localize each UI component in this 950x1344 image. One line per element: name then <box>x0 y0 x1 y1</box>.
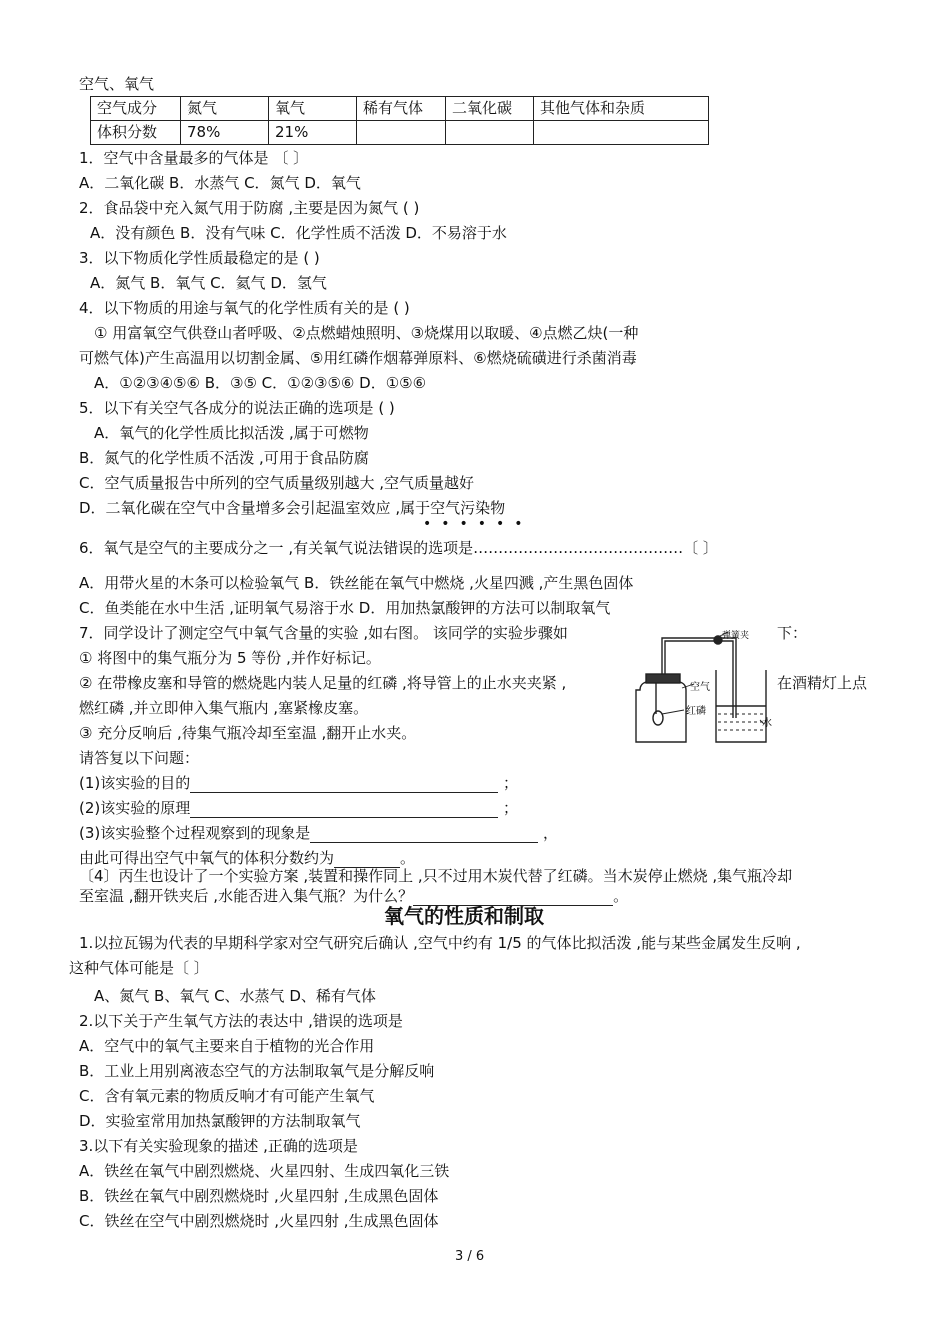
answer-line-2 <box>79 798 518 818</box>
table-row <box>91 97 709 121</box>
table-cell: 稀有气体 <box>357 97 446 121</box>
answer-blank[interactable] <box>310 824 538 843</box>
table-cell: 体积分数 <box>91 121 181 145</box>
option-line: A．二氧化碳 B．水蒸气 C．氮气 D．氧气 <box>79 174 361 192</box>
answer-label: (2)该实验的原理 <box>79 799 191 817</box>
page-number: 3 / 6 <box>455 1249 485 1264</box>
option-line: A．①②③④⑤⑥ B．③⑤ C．①②③⑤⑥ D．①⑤⑥ <box>94 374 427 392</box>
question-line: ① 用富氧空气供登山者呼吸、②点燃蜡烛照明、③烧煤用以取暖、④点燃乙炔(一种 <box>94 324 639 342</box>
table-cell: 二氧化碳 <box>446 97 534 121</box>
question-line: 3.以下有关实验现象的描述 ,正确的选项是 <box>79 1137 358 1155</box>
question-line: 4．以下物质的用途与氧气的化学性质有关的是 ( ) <box>79 299 410 317</box>
option-line: A．空气中的氧气主要来自于植物的光合作用 <box>79 1037 375 1055</box>
option-line: A．铁丝在氧气中剧烈燃烧、火星四射、生成四氧化三铁 <box>79 1162 450 1180</box>
answer-line-4 <box>79 848 415 868</box>
question-line: 可燃气体)产生高温用以切割金属、⑤用红磷作烟幕弹原料、⑥燃烧硫磺进行杀菌消毒 <box>79 349 637 367</box>
option-line: D．二氧化碳在空气中含量增多会引起温室效应 ,属于空气污染物 <box>79 499 506 517</box>
table-cell: 21% <box>269 121 357 145</box>
step-line: ② 在带橡皮塞和导管的燃烧匙内装人足量的红磷 ,将导管上的止水夹夹紧 , <box>79 674 567 692</box>
answer-line-3 <box>79 823 558 843</box>
section-title: 空气、氧气 <box>79 75 155 93</box>
figure-label-water: 水 <box>762 718 772 729</box>
table-cell <box>446 121 534 145</box>
option-line: B．工业上用别离液态空气的方法制取氧气是分解反响 <box>79 1062 435 1080</box>
table-row <box>91 121 709 145</box>
table-cell: 氧气 <box>269 97 357 121</box>
option-line: A．氮气 B．氧气 C．氦气 D．氢气 <box>90 274 327 292</box>
answer-label: (3)该实验整个过程观察到的现象是 <box>79 824 311 842</box>
answer-label: 至室温 ,翻开铁夹后 ,水能否进入集气瓶？为什么？ <box>79 887 414 905</box>
option-line: C．空气质量报告中所列的空气质量级别越大 ,空气质量越好 <box>79 474 475 492</box>
option-line: C．含有氧元素的物质反响才有可能产生氧气 <box>79 1087 375 1105</box>
question-line: 6．氧气是空气的主要成分之一 ,有关氧气说法错误的选项是……………………………………〔 〕 <box>79 539 718 557</box>
punctuation: 。 <box>400 849 416 867</box>
air-composition-table <box>90 96 709 145</box>
question-line: 〔4〕丙生也设计了一个实验方案 ,装置和操作同上 ,只不过用木炭代替了红磷。当木炭停止燃烧 ,集气瓶冷却 <box>79 867 793 885</box>
figure-label-phosphorus: 红磷 <box>686 706 706 717</box>
separator-dots: •••••• <box>423 516 533 532</box>
table-cell <box>357 121 446 145</box>
option-line: A、氮气 B、氧气 C、水蒸气 D、稀有气体 <box>94 987 376 1005</box>
table-cell: 其他气体和杂质 <box>534 97 709 121</box>
answer-line-1 <box>79 773 518 793</box>
question-line: 下： <box>777 624 808 642</box>
figure-label-air: 空气 <box>690 682 710 693</box>
option-line: C．铁丝在空气中剧烈燃烧时 ,火星四射 ,生成黑色固体 <box>79 1212 439 1230</box>
prompt-line: 请答复以下问题： <box>79 749 200 767</box>
table-cell <box>534 121 709 145</box>
answer-line-5 <box>79 886 628 906</box>
question-line: 2．食品袋中充入氮气用于防腐 ,主要是因为氮气 ( ) <box>79 199 420 217</box>
question-line: 7．同学设计了测定空气中氧气含量的实验 ,如右图。 该同学的实验步骤如 <box>79 624 568 642</box>
question-line: 5．以下有关空气各成分的说法正确的选项是 ( ) <box>79 399 395 417</box>
option-line: A．没有颜色 B．没有气味 C．化学性质不活泼 D．不易溶于水 <box>90 224 507 242</box>
option-line: A．用带火星的木条可以检验氧气 B．铁丝能在氧气中燃烧 ,火星四溅 ,产生黑色固体 <box>79 574 634 592</box>
punctuation: 。 <box>613 887 629 905</box>
apparatus-figure <box>628 628 773 746</box>
option-line: B．铁丝在氧气中剧烈燃烧时 ,火星四射 ,生成黑色固体 <box>79 1187 439 1205</box>
step-line: ③ 充分反响后 ,待集气瓶冷却至室温 ,翻开止水夹。 <box>79 724 417 742</box>
table-cell: 氮气 <box>181 97 269 121</box>
table-cell: 78% <box>181 121 269 145</box>
punctuation: ； <box>503 774 519 792</box>
question-line: 1.以拉瓦锡为代表的早期科学家对空气研究后确认 ,空气中约有 1/5 的气体比拟活泼 ,能与某些金属发生反响 , <box>79 934 801 952</box>
step-line: ① 将图中的集气瓶分为 5 等份 ,并作好标记。 <box>79 649 381 667</box>
figure-label-clip: 弹簧夹 <box>722 631 750 641</box>
punctuation: ； <box>503 799 519 817</box>
question-line: 3．以下物质化学性质最稳定的是 ( ) <box>79 249 320 267</box>
section-heading: 氧气的性质和制取 <box>384 904 544 928</box>
punctuation: ， <box>543 824 559 842</box>
answer-label: (1)该实验的目的 <box>79 774 191 792</box>
table-cell: 空气成分 <box>91 97 181 121</box>
option-line: A．氧气的化学性质比拟活泼 ,属于可燃物 <box>94 424 369 442</box>
question-line: 这种气体可能是〔 〕 <box>69 959 209 977</box>
answer-label: 由此可得出空气中氧气的体积分数约为 <box>79 849 335 867</box>
question-line: 2.以下关于产生氧气方法的表达中 ,错误的选项是 <box>79 1012 403 1030</box>
step-line: 燃红磷 ,并立即伸入集气瓶内 ,塞紧橡皮塞。 <box>79 699 369 717</box>
answer-blank[interactable] <box>190 774 498 793</box>
option-line: C．鱼类能在水中生活 ,证明氧气易溶于水 D．用加热氯酸钾的方法可以制取氧气 <box>79 599 611 617</box>
answer-blank[interactable] <box>190 799 498 818</box>
option-line: B．氮气的化学性质不活泼 ,可用于食品防腐 <box>79 449 369 467</box>
question-line: 1．空气中含量最多的气体是 〔 〕 <box>79 149 309 167</box>
option-line: D．实验室常用加热氯酸钾的方法制取氧气 <box>79 1112 361 1130</box>
step-line: 在酒精灯上点 <box>777 674 868 692</box>
